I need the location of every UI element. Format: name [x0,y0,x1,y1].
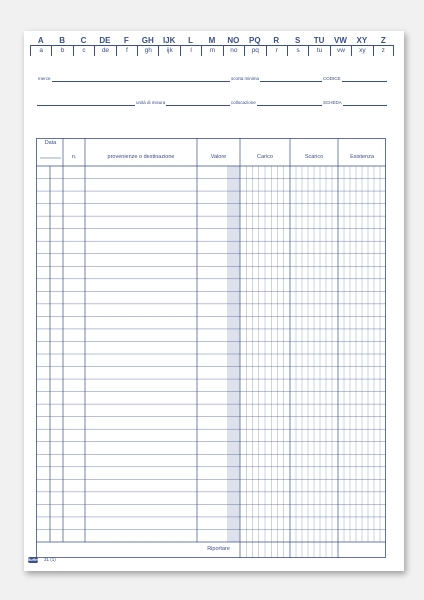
form-code: 31 (1) [44,557,56,562]
tab-upper-label: R [273,36,280,45]
tab-upper-label: M [208,36,216,45]
tab-b[interactable] [51,36,72,56]
tab-z[interactable] [373,36,394,56]
tab-m[interactable] [201,36,222,56]
tab-upper-label: L [188,36,194,45]
unita-misura-label: unità di misura [136,100,166,105]
tab-upper-label: DE [99,36,111,45]
tab-lower-label: b [51,45,72,56]
tab-lower-label: c [73,45,94,56]
tab-lower-label: de [94,45,115,56]
collocazione-label: collocazione [231,100,256,105]
tab-de[interactable] [94,36,115,56]
header-provenienza: provenienze o destinazione [107,154,175,160]
tab-lower-label: z [373,45,394,56]
tab-l[interactable] [180,36,201,56]
tab-upper-label: PQ [249,36,261,45]
tab-lower-label: a [30,45,51,56]
form-sheet [24,31,404,571]
tab-f[interactable] [116,36,137,56]
tab-upper-label: XY [356,36,368,45]
header-data: Data [44,140,57,146]
merce-label: merce [38,76,51,81]
tab-upper-label: VW [334,36,347,45]
header-carico: Carico [257,154,273,160]
tab-lower-label: tu [308,45,329,56]
field-row-2 [37,100,387,110]
scorta-minima-label: scorta minima [231,76,260,81]
tab-upper-label: Z [380,36,386,45]
header-fields [37,76,387,124]
field-row-1 [37,76,387,86]
tab-lower-label: pq [244,45,265,56]
codice-label: CODICE [323,76,341,81]
tab-vw[interactable] [330,36,351,56]
footer-riportare: Riportare [207,546,230,552]
tab-a[interactable] [30,36,51,56]
tab-lower-label: gh [137,45,158,56]
tab-upper-label: B [59,36,65,45]
tab-lower-label: no [223,45,244,56]
tab-s[interactable] [287,36,308,56]
tab-pq[interactable] [244,36,265,56]
tab-upper-label: A [37,36,44,45]
header-scarico: Scarico [304,154,324,160]
tab-upper-label: TU [313,36,325,45]
tab-upper-label: S [294,36,301,45]
tab-xy[interactable] [351,36,372,56]
tab-c[interactable] [73,36,94,56]
table-border [37,139,386,558]
scheda-label: SCHEDA [323,100,342,105]
tab-upper-label: F [123,36,129,45]
brand-logo: Buffetti [28,558,41,562]
tab-lower-label: vw [330,45,351,56]
tab-no[interactable] [223,36,244,56]
tab-ijk[interactable] [158,36,179,56]
tab-lower-label: f [116,45,137,56]
ledger-table [36,138,386,558]
tab-lower-label: m [201,45,222,56]
alphabet-tabs [30,36,394,56]
tab-upper-label: IJK [162,36,176,45]
header-valore: Valore [210,154,227,160]
header-numero: n. [71,154,77,160]
tab-gh[interactable] [137,36,158,56]
ledger-grid-lines [36,138,386,558]
tab-r[interactable] [266,36,287,56]
tab-tu[interactable] [308,36,329,56]
tab-upper-label: GH [141,36,154,45]
tab-lower-label: ijk [158,45,179,56]
tab-lower-label: xy [351,45,372,56]
tab-lower-label: l [180,45,201,56]
tab-upper-label: C [80,36,87,45]
tab-lower-label: s [287,45,308,56]
tab-lower-label: r [266,45,287,56]
header-esistenza: Esistenza [350,154,374,160]
tab-upper-label: NO [227,36,240,45]
